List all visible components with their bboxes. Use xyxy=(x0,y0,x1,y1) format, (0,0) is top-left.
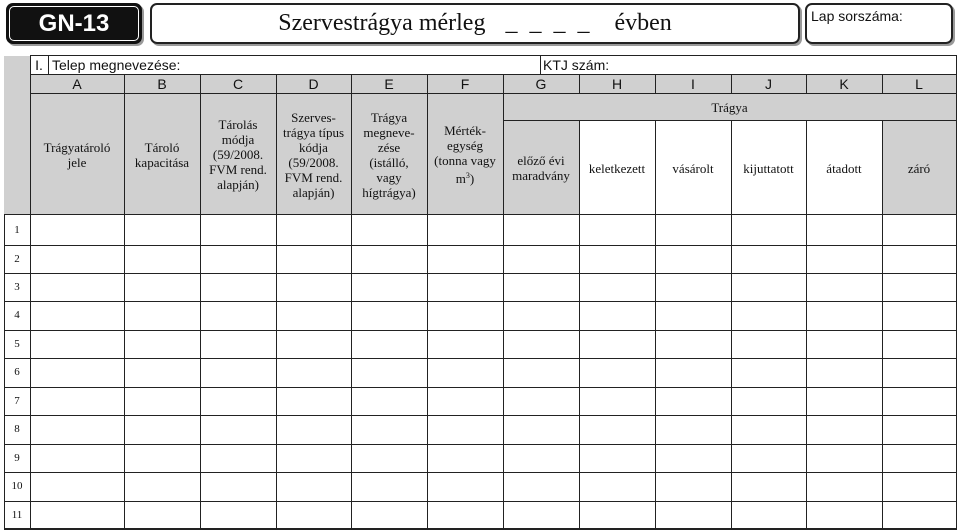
table-cell[interactable] xyxy=(656,416,731,444)
table-cell[interactable] xyxy=(807,416,882,444)
table-cell[interactable] xyxy=(277,445,351,472)
row-number: 4 xyxy=(14,309,20,321)
table-cell[interactable] xyxy=(883,302,956,330)
header-col-l: záró xyxy=(907,160,931,176)
row-number: 7 xyxy=(14,394,20,407)
header-b-line1: Tároló xyxy=(144,139,180,155)
table-cell[interactable] xyxy=(31,473,124,501)
table-cell[interactable] xyxy=(201,416,276,444)
column-letter-e: E xyxy=(384,75,394,92)
table-cell[interactable] xyxy=(580,274,655,301)
table-cell[interactable] xyxy=(504,473,579,501)
table-cell[interactable] xyxy=(732,302,806,330)
table-cell[interactable] xyxy=(883,445,956,472)
table-cell[interactable] xyxy=(807,274,882,301)
header-c-line5: alapján) xyxy=(217,177,259,192)
header-e-line6: hígtrágya) xyxy=(362,184,416,200)
table-cell[interactable] xyxy=(656,331,731,358)
header-c-line2: módja xyxy=(221,132,255,147)
table-cell[interactable] xyxy=(125,302,200,330)
table-cell[interactable] xyxy=(428,388,503,415)
table-cell[interactable] xyxy=(277,302,351,330)
header-d-line6: alapján) xyxy=(292,184,335,200)
table-cell[interactable] xyxy=(580,246,655,273)
row-number: 3 xyxy=(14,280,20,293)
header-f-line1: Mérték- xyxy=(444,123,486,138)
table-cell[interactable] xyxy=(580,445,655,472)
table-cell[interactable] xyxy=(277,473,351,501)
header-col-h: keletkezett xyxy=(588,160,646,176)
table-cell[interactable] xyxy=(580,473,655,501)
table-cell[interactable] xyxy=(580,416,655,444)
header-b-line2: kapacitása xyxy=(134,154,190,170)
header-e-line2: megneve- xyxy=(363,124,415,140)
table-cell[interactable] xyxy=(277,359,351,387)
column-letter-g: G xyxy=(535,75,547,92)
table-cell[interactable] xyxy=(732,216,806,245)
table-cell[interactable] xyxy=(277,331,351,358)
ktj-divider xyxy=(540,55,541,75)
table-cell[interactable] xyxy=(504,416,579,444)
table-cell[interactable] xyxy=(428,416,503,444)
header-col-e xyxy=(351,94,427,215)
header-c-line4: FVM rend. xyxy=(209,162,267,177)
header-f-superscript: 3 xyxy=(465,171,470,180)
header-e-line5: vagy xyxy=(376,169,402,185)
group-header-bottom xyxy=(503,120,957,121)
row-number: 8 xyxy=(14,423,20,435)
table-cell[interactable] xyxy=(428,502,503,529)
header-col-d xyxy=(276,94,351,215)
table-cell[interactable] xyxy=(807,359,882,387)
column-letter-j: J xyxy=(765,75,772,92)
header-col-b xyxy=(124,94,200,215)
table-cell[interactable] xyxy=(656,388,731,415)
table-cell[interactable] xyxy=(31,388,124,415)
table-cell[interactable] xyxy=(125,388,200,415)
table-cell[interactable] xyxy=(428,331,503,358)
form-title-suffix: évben xyxy=(614,10,672,36)
header-f-unit: m xyxy=(455,171,466,186)
table-cell[interactable] xyxy=(656,302,731,330)
table-cell[interactable] xyxy=(31,216,124,245)
table-cell[interactable] xyxy=(428,246,503,273)
table-cell[interactable] xyxy=(580,359,655,387)
table-cell[interactable] xyxy=(504,388,579,415)
header-f-line3: (tonna vagy xyxy=(434,153,496,168)
table-cell[interactable] xyxy=(732,359,806,387)
table-cell[interactable] xyxy=(580,388,655,415)
table-cell[interactable] xyxy=(277,216,351,245)
table-cell[interactable] xyxy=(656,246,731,273)
table-cell[interactable] xyxy=(352,216,427,245)
table-cell[interactable] xyxy=(125,416,200,444)
table-cell[interactable] xyxy=(201,473,276,501)
column-letter-b: B xyxy=(157,75,167,92)
header-d-line1: Szerves- xyxy=(291,109,336,125)
column-letter-i: I xyxy=(691,75,695,92)
table-cell[interactable] xyxy=(277,416,351,444)
table-cell[interactable] xyxy=(31,416,124,444)
table-cell[interactable] xyxy=(807,302,882,330)
column-letter-a: A xyxy=(72,75,82,92)
table-cell[interactable] xyxy=(883,416,956,444)
column-letter-d: D xyxy=(308,75,319,92)
table-cell[interactable] xyxy=(883,246,956,273)
site-name-label: Telep megnevezése: xyxy=(52,56,181,73)
header-d-line3: kódja xyxy=(299,139,328,155)
form-title: Szervestrágya mérleg xyxy=(278,10,486,36)
table-cell[interactable] xyxy=(883,502,956,529)
header-c-line3: (59/2008. xyxy=(212,147,264,162)
row-number: 10 xyxy=(11,480,23,492)
table-cell[interactable] xyxy=(352,359,427,387)
table-cell[interactable] xyxy=(31,502,124,529)
column-letter-k: K xyxy=(839,75,849,92)
header-g-line2: maradvány xyxy=(512,168,570,183)
row-number: 5 xyxy=(14,337,20,350)
header-d-line4: (59/2008. xyxy=(288,154,339,170)
table-cell[interactable] xyxy=(807,388,882,415)
table-cell[interactable] xyxy=(504,359,579,387)
table-cell[interactable] xyxy=(732,246,806,273)
table-cell[interactable] xyxy=(31,302,124,330)
header-col-f xyxy=(427,94,503,215)
table-cell[interactable] xyxy=(580,216,655,245)
table-cell[interactable] xyxy=(125,502,200,529)
table-cell[interactable] xyxy=(125,473,200,501)
header-f-line2: egység xyxy=(446,138,484,153)
table-cell[interactable] xyxy=(428,302,503,330)
header-g-line1: előző évi xyxy=(517,153,565,168)
row-number: 1 xyxy=(14,223,20,236)
table-cell[interactable] xyxy=(201,274,276,301)
table-cell[interactable] xyxy=(352,274,427,301)
table-cell[interactable] xyxy=(807,473,882,501)
table-cell[interactable] xyxy=(732,331,806,358)
table-cell[interactable] xyxy=(732,445,806,472)
table-cell[interactable] xyxy=(31,331,124,358)
table-cell[interactable] xyxy=(504,445,579,472)
table-cell[interactable] xyxy=(504,502,579,529)
table-cell[interactable] xyxy=(504,216,579,245)
table-cell[interactable] xyxy=(883,274,956,301)
table-cell[interactable] xyxy=(883,331,956,358)
column-letter-h: H xyxy=(611,75,623,92)
table-cell[interactable] xyxy=(352,416,427,444)
table-cell[interactable] xyxy=(201,216,276,245)
row-number: 11 xyxy=(11,508,23,521)
header-col-a xyxy=(30,94,124,215)
table-cell[interactable] xyxy=(883,388,956,415)
sheet-number-label: Lap sorszáma: xyxy=(811,8,903,24)
table-cell[interactable] xyxy=(656,473,731,501)
table-cell[interactable] xyxy=(352,445,427,472)
ktj-number-label: KTJ szám: xyxy=(543,56,610,73)
header-e-line1: Trágya xyxy=(370,109,408,125)
header-bottom xyxy=(4,214,957,215)
table-cell[interactable] xyxy=(277,274,351,301)
table-cell[interactable] xyxy=(807,502,882,529)
header-d-line2: trágya típus xyxy=(282,124,344,140)
table-cell[interactable] xyxy=(504,331,579,358)
table-cell[interactable] xyxy=(580,331,655,358)
header-col-c xyxy=(200,94,276,215)
table-cell[interactable] xyxy=(352,331,427,358)
table-cell[interactable] xyxy=(277,246,351,273)
letter-row-bottom xyxy=(30,93,957,94)
ktj-number-field[interactable] xyxy=(541,56,956,74)
table-cell[interactable] xyxy=(428,216,503,245)
table-cell[interactable] xyxy=(31,246,124,273)
table-cell[interactable] xyxy=(428,445,503,472)
table-cell[interactable] xyxy=(807,445,882,472)
column-letter-c: C xyxy=(232,75,244,92)
table-cell[interactable] xyxy=(352,502,427,529)
table-cell[interactable] xyxy=(201,246,276,273)
table-cell[interactable] xyxy=(201,388,276,415)
header-col-g xyxy=(503,121,579,215)
header-d-line5: FVM rend. xyxy=(284,169,343,185)
grid-right-line xyxy=(956,55,957,530)
table-cell[interactable] xyxy=(428,274,503,301)
form-code: GN-13 xyxy=(9,6,139,41)
table-cell[interactable] xyxy=(807,331,882,358)
table-cell[interactable] xyxy=(504,246,579,273)
table-cell[interactable] xyxy=(732,388,806,415)
year-blank[interactable]: _ _ _ _ xyxy=(505,10,593,36)
table-cell[interactable] xyxy=(732,416,806,444)
table-cell[interactable] xyxy=(656,216,731,245)
table-cell[interactable] xyxy=(352,388,427,415)
column-letter-l: L xyxy=(915,75,923,92)
table-cell[interactable] xyxy=(732,502,806,529)
table-cell[interactable] xyxy=(807,246,882,273)
table-cell[interactable] xyxy=(125,246,200,273)
header-col-k: átadott xyxy=(826,160,862,176)
section-number: I. xyxy=(35,56,43,73)
site-name-field[interactable] xyxy=(50,56,540,74)
header-a-line1: Trágyatároló xyxy=(43,139,111,155)
header-f-close: ) xyxy=(469,171,475,186)
row-number: 9 xyxy=(14,451,20,464)
row-number-shade xyxy=(4,56,30,215)
header-a-line2: jele xyxy=(67,154,87,170)
table-cell[interactable] xyxy=(883,473,956,501)
column-letter-f: F xyxy=(460,75,470,92)
table-cell[interactable] xyxy=(125,216,200,245)
row-number: 6 xyxy=(14,366,20,378)
row-number: 2 xyxy=(14,252,20,265)
table-cell[interactable] xyxy=(883,359,956,387)
table-cell[interactable] xyxy=(732,274,806,301)
header-col-j: kijuttatott xyxy=(743,160,794,176)
table-cell[interactable] xyxy=(656,502,731,529)
table-cell[interactable] xyxy=(201,445,276,472)
grid-top-line xyxy=(30,55,957,56)
table-cell[interactable] xyxy=(352,302,427,330)
header-c-line1: Tárolás xyxy=(218,117,258,132)
table-cell[interactable] xyxy=(277,388,351,415)
table-cell[interactable] xyxy=(656,445,731,472)
table-cell[interactable] xyxy=(504,274,579,301)
table-cell[interactable] xyxy=(31,274,124,301)
table-cell[interactable] xyxy=(125,445,200,472)
table-cell[interactable] xyxy=(352,246,427,273)
table-cell[interactable] xyxy=(201,302,276,330)
table-cell[interactable] xyxy=(31,359,124,387)
table-cell[interactable] xyxy=(580,302,655,330)
table-cell[interactable] xyxy=(125,274,200,301)
table-cell[interactable] xyxy=(656,274,731,301)
table-cell[interactable] xyxy=(807,216,882,245)
section-divider xyxy=(48,55,49,75)
table-cell[interactable] xyxy=(125,359,200,387)
table-cell[interactable] xyxy=(732,473,806,501)
header-f-line4 xyxy=(456,168,474,186)
header-e-line3: zése xyxy=(377,139,401,155)
table-cell[interactable] xyxy=(201,331,276,358)
table-cell[interactable] xyxy=(277,502,351,529)
table-cell[interactable] xyxy=(201,502,276,529)
table-cell[interactable] xyxy=(428,473,503,501)
table-cell[interactable] xyxy=(580,502,655,529)
header-e-line4: (istálló, xyxy=(369,154,409,170)
table-cell[interactable] xyxy=(31,445,124,472)
table-cell[interactable] xyxy=(656,359,731,387)
table-cell[interactable] xyxy=(883,216,956,245)
header-group-tragya: Trágya xyxy=(711,99,748,115)
header-col-i: vásárolt xyxy=(672,160,714,176)
table-cell[interactable] xyxy=(201,359,276,387)
table-cell[interactable] xyxy=(428,359,503,387)
table-cell[interactable] xyxy=(125,331,200,358)
table-cell[interactable] xyxy=(504,302,579,330)
table-cell[interactable] xyxy=(352,473,427,501)
